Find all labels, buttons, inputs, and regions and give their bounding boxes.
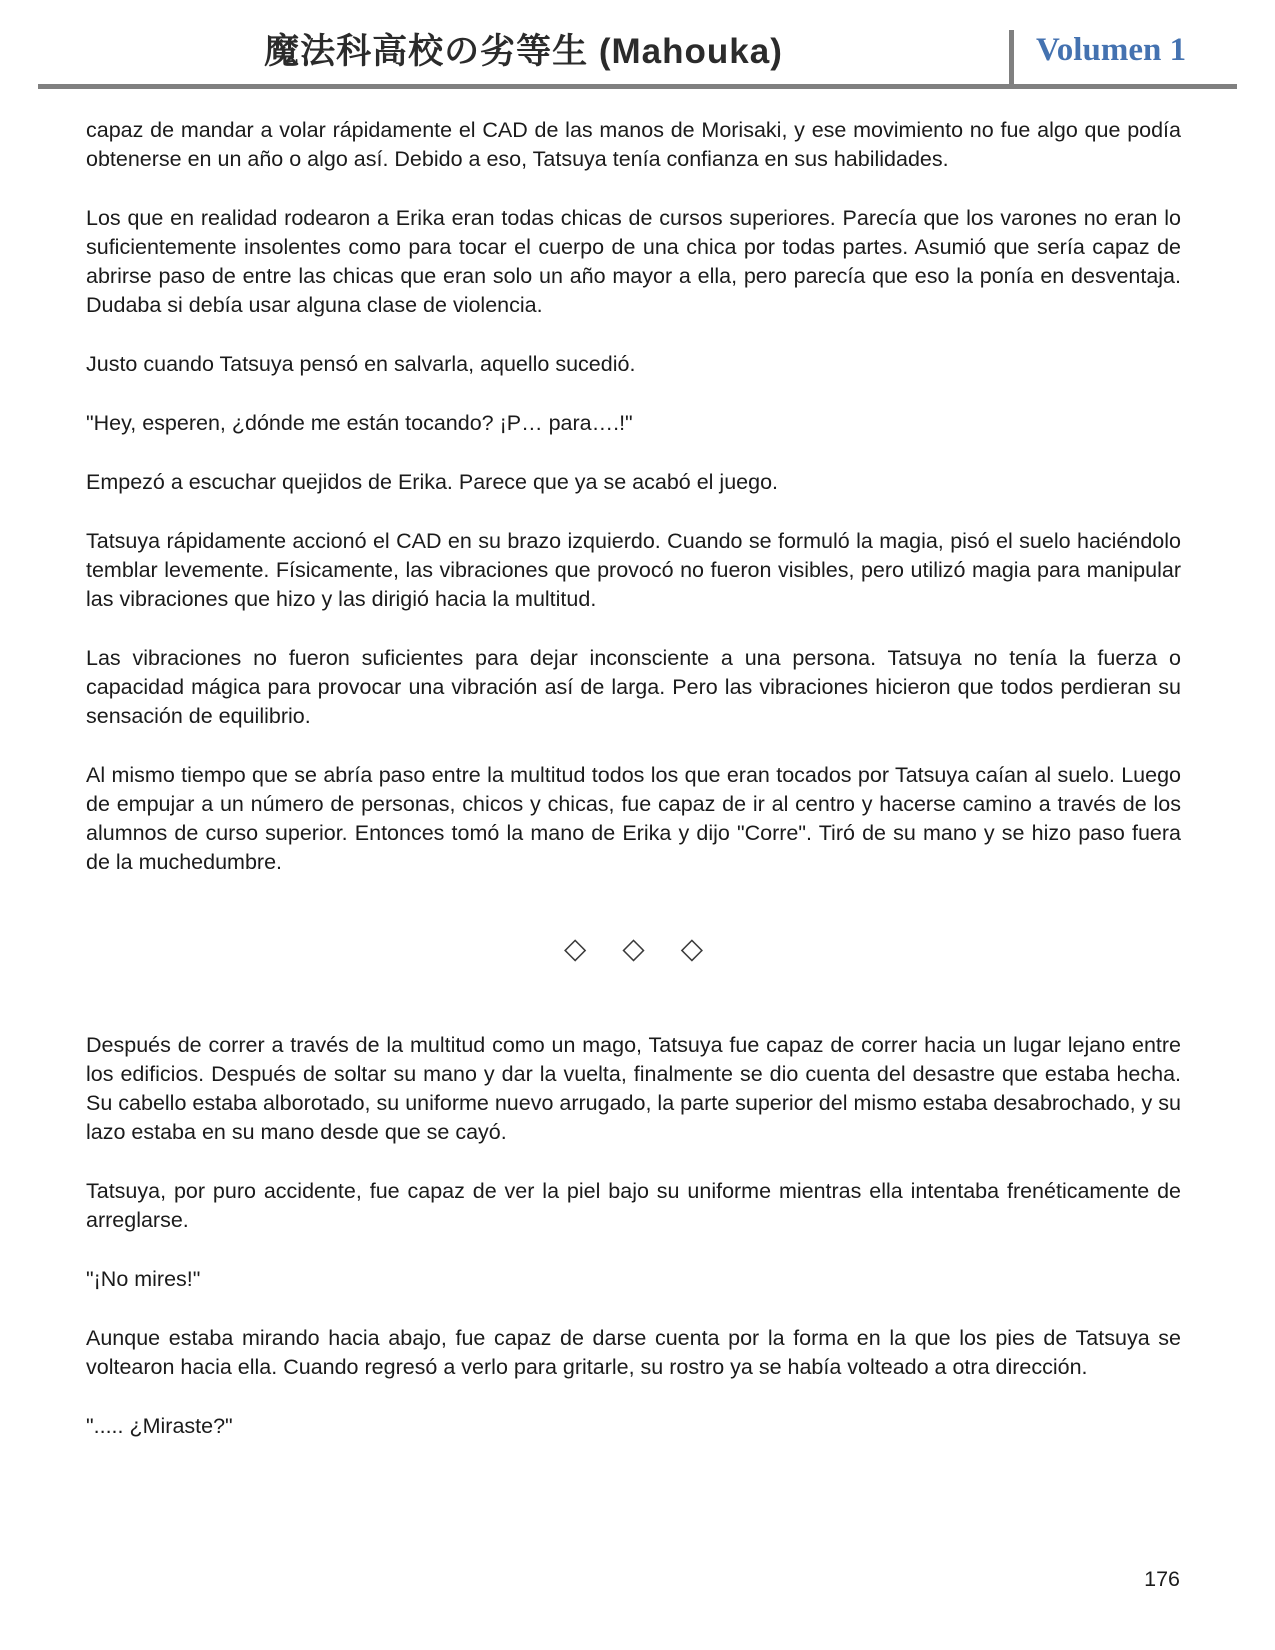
paragraph: Justo cuando Tatsuya pensó en salvarla, aquello sucedió. <box>86 352 636 376</box>
paragraph-dialogue: "¡No mires!" <box>86 1267 201 1291</box>
page-header <box>38 0 1237 89</box>
paragraph: Los que en realidad rodearon a Erika eran todas chicas de cursos superiores. Parecía que los varones no eran lo suficientemente insolentes como para tocar el cuerpo de una chica por todas partes. Asumió que sería capaz de abrirse paso de entre las chicas que eran solo un año mayor a ella, pero parecía que eso la ponía en desventaja. Dudaba si debía usar alguna clase de violencia. <box>86 206 1181 317</box>
page-number: 176 <box>1144 1567 1180 1591</box>
header-title-cell <box>38 0 1009 84</box>
volume-label: Volumen 1 <box>1036 32 1187 68</box>
paragraph: Al mismo tiempo que se abría paso entre la multitud todos los que eran tocados por Tatsuya caían al suelo. Luego de empujar a un número de personas, chicos y chicas, fue capaz de ir al centro y hacerse camino a través de los alumnos de curso superior. Entonces tomó la mano de Erika y dijo "Corre". Tiró de su mano y se hizo paso fuera de la muchedumbre. <box>86 763 1181 874</box>
paragraph: Tatsuya, por puro accidente, fue capaz de ver la piel bajo su uniforme mientras ella intentaba frenéticamente de arreglarse. <box>86 1179 1181 1232</box>
diamond-separator: ◇ ◇ ◇ <box>563 933 718 965</box>
paragraph: Las vibraciones no fueron suficientes para dejar inconsciente a una persona. Tatsuya no tenía la fuerza o capacidad mágica para provocar una vibración así de larga. Pero las vibraciones hicieron que todos perdieran su sensación de equilibrio. <box>86 646 1181 728</box>
page-body <box>86 116 1181 1441</box>
paragraph: Tatsuya rápidamente accionó el CAD en su brazo izquierdo. Cuando se formuló la magia, pisó el suelo haciéndolo temblar levemente. Físicamente, las vibraciones que provocó no fueron visibles, pero utilizó magia para manipular las vibraciones que hizo y las dirigió hacia la multitud. <box>86 529 1181 611</box>
paragraph: capaz de mandar a volar rápidamente el CAD de las manos de Morisaki, y ese movimiento no fue algo que podía obtenerse en un año o algo así. Debido a eso, Tatsuya tenía confianza en sus habilidades. <box>86 118 1181 171</box>
paragraph-dialogue: "Hey, esperen, ¿dónde me están tocando? ¡P… para….!" <box>86 411 633 435</box>
paragraph: Aunque estaba mirando hacia abajo, fue capaz de darse cuenta por la forma en la que los pies de Tatsuya se voltearon hacia ella. Cuando regresó a verlo para gritarle, su rostro ya se había volteado a otra dirección. <box>86 1326 1181 1379</box>
paragraph: Después de correr a través de la multitud como un mago, Tatsuya fue capaz de correr hacia un lugar lejano entre los edificios. Después de soltar su mano y dar la vuelta, finalmente se dio cuenta del desastre que estaba hecha. Su cabello estaba alborotado, su uniforme nuevo arrugado, la parte superior del mismo estaba desabrochado, y su lazo estaba en su mano desde que se cayó. <box>86 1033 1181 1144</box>
paragraph-dialogue: "..... ¿Miraste?" <box>86 1414 233 1438</box>
header-volume-cell <box>1009 30 1237 84</box>
book-title: 魔法科高校の劣等生 (Mahouka) <box>264 32 783 71</box>
paragraph: Empezó a escuchar quejidos de Erika. Parece que ya se acabó el juego. <box>86 470 779 494</box>
